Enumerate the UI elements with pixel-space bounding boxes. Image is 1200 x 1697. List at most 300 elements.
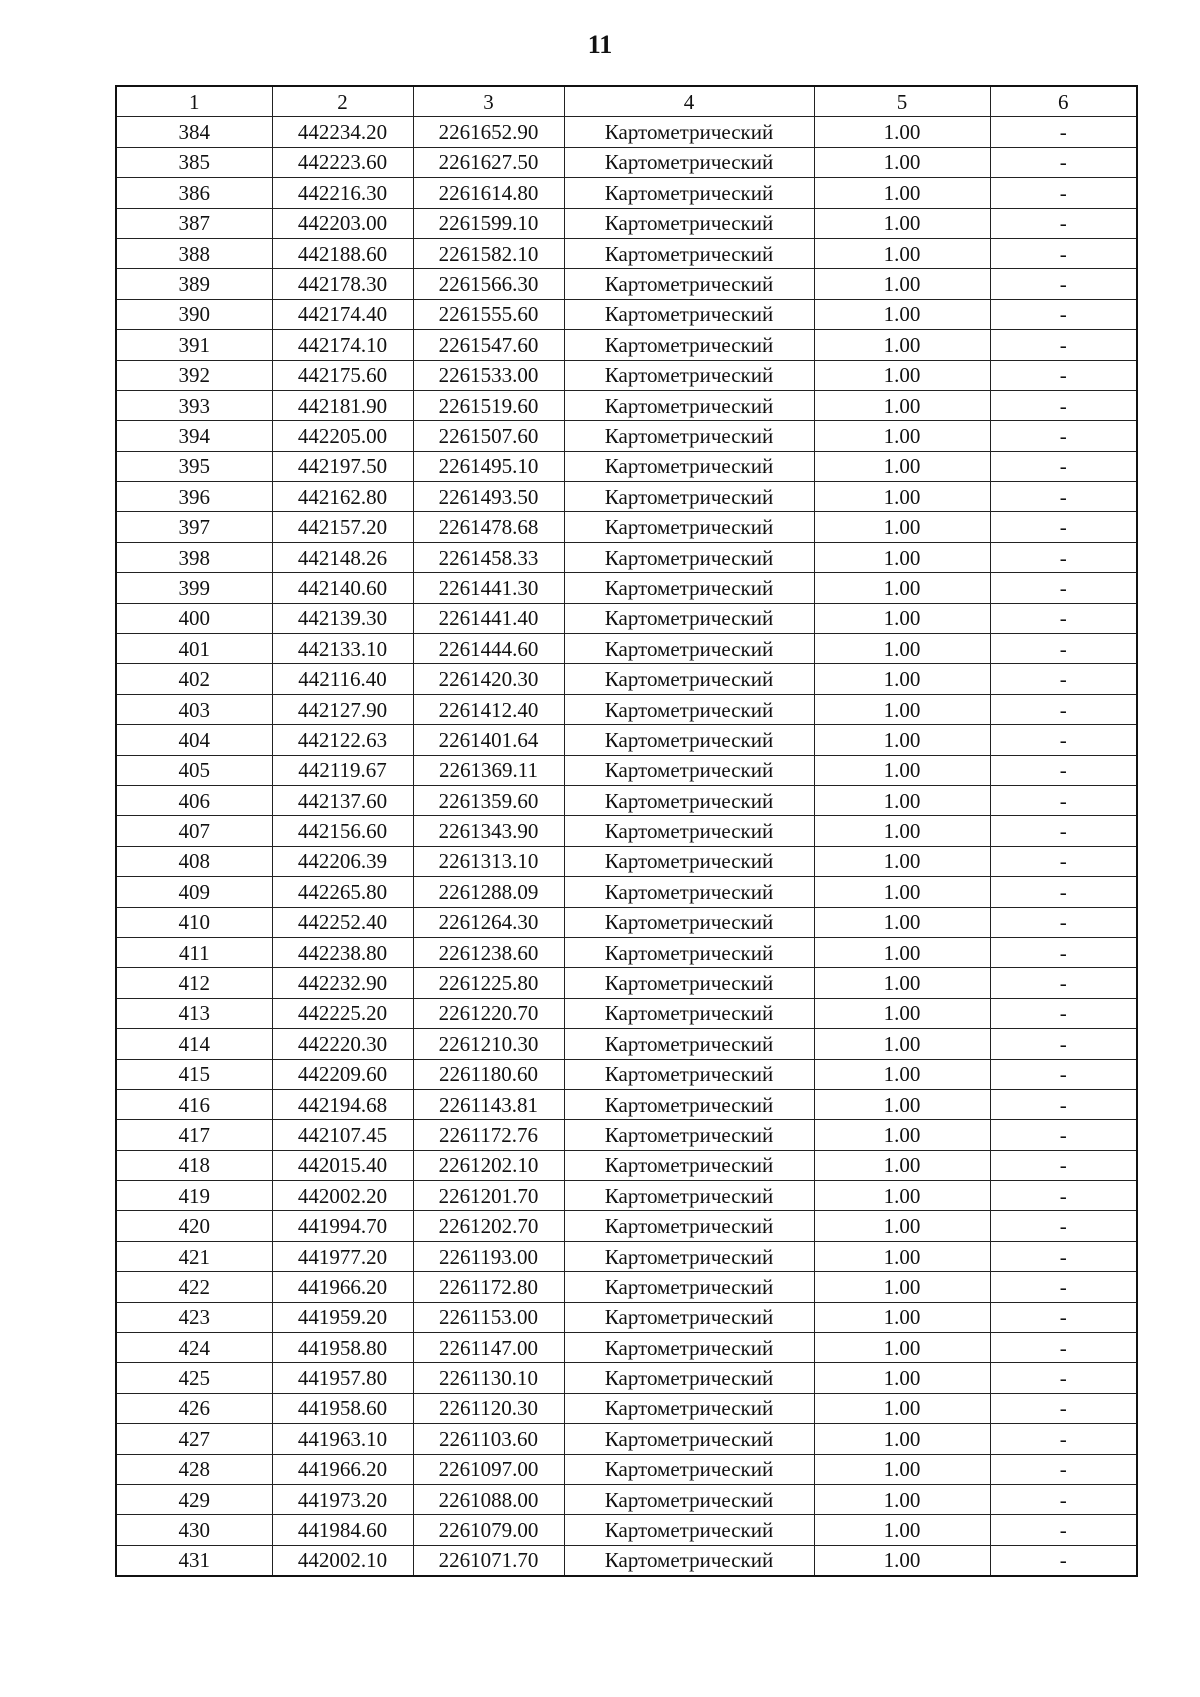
method-cell: Картометрический (564, 877, 814, 907)
table-row (116, 1515, 1137, 1545)
accuracy-cell: 1.00 (814, 573, 990, 603)
table-row (116, 238, 1137, 268)
x-coordinate-cell: 442206.39 (272, 846, 413, 876)
x-coordinate-cell: 442127.90 (272, 694, 413, 724)
description-cell: - (990, 603, 1137, 633)
table-row (116, 603, 1137, 633)
table-row (116, 634, 1137, 664)
point-number-cell: 409 (116, 877, 272, 907)
point-number-cell: 400 (116, 603, 272, 633)
method-cell: Картометрический (564, 694, 814, 724)
column-header: 2 (272, 86, 413, 117)
point-number-cell: 413 (116, 998, 272, 1028)
table-row (116, 360, 1137, 390)
x-coordinate-cell: 442140.60 (272, 573, 413, 603)
x-coordinate-cell: 442194.68 (272, 1089, 413, 1119)
description-cell: - (990, 208, 1137, 238)
point-number-cell: 416 (116, 1089, 272, 1119)
accuracy-cell: 1.00 (814, 208, 990, 238)
point-number-cell: 421 (116, 1241, 272, 1271)
description-cell: - (990, 937, 1137, 967)
point-number-cell: 425 (116, 1363, 272, 1393)
accuracy-cell: 1.00 (814, 998, 990, 1028)
x-coordinate-cell: 442002.20 (272, 1181, 413, 1211)
y-coordinate-cell: 2261420.30 (413, 664, 564, 694)
description-cell: - (990, 1059, 1137, 1089)
x-coordinate-cell: 442116.40 (272, 664, 413, 694)
y-coordinate-cell: 2261507.60 (413, 421, 564, 451)
method-cell: Картометрический (564, 1272, 814, 1302)
column-header: 4 (564, 86, 814, 117)
y-coordinate-cell: 2261238.60 (413, 937, 564, 967)
method-cell: Картометрический (564, 907, 814, 937)
method-cell: Картометрический (564, 330, 814, 360)
method-cell: Картометрический (564, 1181, 814, 1211)
description-cell: - (990, 1363, 1137, 1393)
method-cell: Картометрический (564, 785, 814, 815)
y-coordinate-cell: 2261493.50 (413, 482, 564, 512)
table-row (116, 1150, 1137, 1180)
column-header: 1 (116, 86, 272, 117)
point-number-cell: 395 (116, 451, 272, 481)
table-row (116, 147, 1137, 177)
accuracy-cell: 1.00 (814, 664, 990, 694)
accuracy-cell: 1.00 (814, 1484, 990, 1514)
table-row (116, 785, 1137, 815)
accuracy-cell: 1.00 (814, 968, 990, 998)
table-row (116, 1363, 1137, 1393)
method-cell: Картометрический (564, 299, 814, 329)
table-row (116, 451, 1137, 481)
description-cell: - (990, 634, 1137, 664)
point-number-cell: 423 (116, 1302, 272, 1332)
y-coordinate-cell: 2261359.60 (413, 785, 564, 815)
table-row (116, 968, 1137, 998)
description-cell: - (990, 330, 1137, 360)
table-row (116, 998, 1137, 1028)
table-row (116, 1089, 1137, 1119)
point-number-cell: 385 (116, 147, 272, 177)
table-row (116, 1424, 1137, 1454)
table-row (116, 1059, 1137, 1089)
point-number-cell: 402 (116, 664, 272, 694)
method-cell: Картометрический (564, 512, 814, 542)
description-cell: - (990, 1181, 1137, 1211)
point-number-cell: 401 (116, 634, 272, 664)
method-cell: Картометрический (564, 178, 814, 208)
description-cell: - (990, 512, 1137, 542)
x-coordinate-cell: 442203.00 (272, 208, 413, 238)
accuracy-cell: 1.00 (814, 1089, 990, 1119)
table-body (116, 117, 1137, 1576)
accuracy-cell: 1.00 (814, 1181, 990, 1211)
description-cell: - (990, 1515, 1137, 1545)
table-row (116, 299, 1137, 329)
accuracy-cell: 1.00 (814, 1454, 990, 1484)
method-cell: Картометрический (564, 968, 814, 998)
point-number-cell: 418 (116, 1150, 272, 1180)
accuracy-cell: 1.00 (814, 299, 990, 329)
table-row (116, 542, 1137, 572)
table-row (116, 907, 1137, 937)
method-cell: Картометрический (564, 1333, 814, 1363)
accuracy-cell: 1.00 (814, 1545, 990, 1576)
method-cell: Картометрический (564, 1515, 814, 1545)
method-cell: Картометрический (564, 208, 814, 238)
accuracy-cell: 1.00 (814, 1302, 990, 1332)
x-coordinate-cell: 442223.60 (272, 147, 413, 177)
x-coordinate-cell: 441958.60 (272, 1393, 413, 1423)
description-cell: - (990, 299, 1137, 329)
description-cell: - (990, 816, 1137, 846)
point-number-cell: 388 (116, 238, 272, 268)
x-coordinate-cell: 442002.10 (272, 1545, 413, 1576)
table-row (116, 330, 1137, 360)
y-coordinate-cell: 2261495.10 (413, 451, 564, 481)
y-coordinate-cell: 2261458.33 (413, 542, 564, 572)
description-cell: - (990, 1302, 1137, 1332)
x-coordinate-cell: 441994.70 (272, 1211, 413, 1241)
point-number-cell: 408 (116, 846, 272, 876)
x-coordinate-cell: 442122.63 (272, 725, 413, 755)
point-number-cell: 399 (116, 573, 272, 603)
description-cell: - (990, 846, 1137, 876)
y-coordinate-cell: 2261193.00 (413, 1241, 564, 1271)
table-row (116, 694, 1137, 724)
x-coordinate-cell: 441984.60 (272, 1515, 413, 1545)
y-coordinate-cell: 2261210.30 (413, 1029, 564, 1059)
accuracy-cell: 1.00 (814, 269, 990, 299)
point-number-cell: 415 (116, 1059, 272, 1089)
x-coordinate-cell: 441957.80 (272, 1363, 413, 1393)
method-cell: Картометрический (564, 1029, 814, 1059)
description-cell: - (990, 785, 1137, 815)
y-coordinate-cell: 2261401.64 (413, 725, 564, 755)
method-cell: Картометрический (564, 664, 814, 694)
point-number-cell: 390 (116, 299, 272, 329)
y-coordinate-cell: 2261225.80 (413, 968, 564, 998)
description-cell: - (990, 877, 1137, 907)
accuracy-cell: 1.00 (814, 1515, 990, 1545)
accuracy-cell: 1.00 (814, 117, 990, 147)
table-row (116, 1393, 1137, 1423)
x-coordinate-cell: 442232.90 (272, 968, 413, 998)
method-cell: Картометрический (564, 1089, 814, 1119)
point-number-cell: 403 (116, 694, 272, 724)
y-coordinate-cell: 2261180.60 (413, 1059, 564, 1089)
description-cell: - (990, 755, 1137, 785)
point-number-cell: 429 (116, 1484, 272, 1514)
x-coordinate-cell: 442216.30 (272, 178, 413, 208)
table-row (116, 512, 1137, 542)
table-row (116, 846, 1137, 876)
page-number: 11 (587, 30, 613, 59)
method-cell: Картометрический (564, 390, 814, 420)
y-coordinate-cell: 2261444.60 (413, 634, 564, 664)
description-cell: - (990, 542, 1137, 572)
accuracy-cell: 1.00 (814, 512, 990, 542)
table-row (116, 816, 1137, 846)
description-cell: - (990, 117, 1137, 147)
method-cell: Картометрический (564, 1454, 814, 1484)
y-coordinate-cell: 2261264.30 (413, 907, 564, 937)
accuracy-cell: 1.00 (814, 694, 990, 724)
table-row (116, 1181, 1137, 1211)
accuracy-cell: 1.00 (814, 1241, 990, 1271)
method-cell: Картометрический (564, 1302, 814, 1332)
table-row (116, 269, 1137, 299)
accuracy-cell: 1.00 (814, 785, 990, 815)
x-coordinate-cell: 441966.20 (272, 1272, 413, 1302)
method-cell: Картометрический (564, 542, 814, 572)
accuracy-cell: 1.00 (814, 1272, 990, 1302)
method-cell: Картометрический (564, 269, 814, 299)
description-cell: - (990, 725, 1137, 755)
accuracy-cell: 1.00 (814, 1211, 990, 1241)
accuracy-cell: 1.00 (814, 603, 990, 633)
x-coordinate-cell: 442175.60 (272, 360, 413, 390)
y-coordinate-cell: 2261441.40 (413, 603, 564, 633)
table-row (116, 877, 1137, 907)
method-cell: Картометрический (564, 360, 814, 390)
y-coordinate-cell: 2261079.00 (413, 1515, 564, 1545)
column-header: 5 (814, 86, 990, 117)
y-coordinate-cell: 2261533.00 (413, 360, 564, 390)
accuracy-cell: 1.00 (814, 1150, 990, 1180)
y-coordinate-cell: 2261343.90 (413, 816, 564, 846)
accuracy-cell: 1.00 (814, 937, 990, 967)
method-cell: Картометрический (564, 846, 814, 876)
y-coordinate-cell: 2261313.10 (413, 846, 564, 876)
y-coordinate-cell: 2261599.10 (413, 208, 564, 238)
y-coordinate-cell: 2261441.30 (413, 573, 564, 603)
description-cell: - (990, 1393, 1137, 1423)
y-coordinate-cell: 2261097.00 (413, 1454, 564, 1484)
x-coordinate-cell: 442139.30 (272, 603, 413, 633)
coordinates-table (115, 85, 1138, 1577)
method-cell: Картометрический (564, 603, 814, 633)
method-cell: Картометрический (564, 634, 814, 664)
x-coordinate-cell: 441959.20 (272, 1302, 413, 1332)
y-coordinate-cell: 2261652.90 (413, 117, 564, 147)
point-number-cell: 394 (116, 421, 272, 451)
point-number-cell: 419 (116, 1181, 272, 1211)
y-coordinate-cell: 2261547.60 (413, 330, 564, 360)
y-coordinate-cell: 2261202.10 (413, 1150, 564, 1180)
description-cell: - (990, 1454, 1137, 1484)
table-row (116, 178, 1137, 208)
point-number-cell: 420 (116, 1211, 272, 1241)
column-header: 6 (990, 86, 1137, 117)
table-row (116, 1241, 1137, 1271)
description-cell: - (990, 238, 1137, 268)
x-coordinate-cell: 442133.10 (272, 634, 413, 664)
accuracy-cell: 1.00 (814, 360, 990, 390)
accuracy-cell: 1.00 (814, 634, 990, 664)
point-number-cell: 391 (116, 330, 272, 360)
accuracy-cell: 1.00 (814, 238, 990, 268)
accuracy-cell: 1.00 (814, 178, 990, 208)
accuracy-cell: 1.00 (814, 1393, 990, 1423)
point-number-cell: 396 (116, 482, 272, 512)
method-cell: Картометрический (564, 147, 814, 177)
method-cell: Картометрический (564, 1241, 814, 1271)
table-row (116, 1302, 1137, 1332)
point-number-cell: 410 (116, 907, 272, 937)
description-cell: - (990, 694, 1137, 724)
point-number-cell: 424 (116, 1333, 272, 1363)
y-coordinate-cell: 2261412.40 (413, 694, 564, 724)
method-cell: Картометрический (564, 117, 814, 147)
method-cell: Картометрический (564, 725, 814, 755)
point-number-cell: 386 (116, 178, 272, 208)
description-cell: - (990, 1241, 1137, 1271)
description-cell: - (990, 968, 1137, 998)
method-cell: Картометрический (564, 238, 814, 268)
description-cell: - (990, 482, 1137, 512)
method-cell: Картометрический (564, 998, 814, 1028)
table-row (116, 117, 1137, 147)
x-coordinate-cell: 441958.80 (272, 1333, 413, 1363)
accuracy-cell: 1.00 (814, 816, 990, 846)
x-coordinate-cell: 442174.40 (272, 299, 413, 329)
x-coordinate-cell: 442234.20 (272, 117, 413, 147)
x-coordinate-cell: 441973.20 (272, 1484, 413, 1514)
accuracy-cell: 1.00 (814, 1029, 990, 1059)
table-row (116, 390, 1137, 420)
description-cell: - (990, 147, 1137, 177)
x-coordinate-cell: 442265.80 (272, 877, 413, 907)
method-cell: Картометрический (564, 1545, 814, 1576)
method-cell: Картометрический (564, 451, 814, 481)
accuracy-cell: 1.00 (814, 482, 990, 512)
y-coordinate-cell: 2261627.50 (413, 147, 564, 177)
accuracy-cell: 1.00 (814, 725, 990, 755)
point-number-cell: 389 (116, 269, 272, 299)
x-coordinate-cell: 442137.60 (272, 785, 413, 815)
accuracy-cell: 1.00 (814, 542, 990, 572)
description-cell: - (990, 573, 1137, 603)
method-cell: Картометрический (564, 755, 814, 785)
point-number-cell: 412 (116, 968, 272, 998)
table-row (116, 208, 1137, 238)
table-row (116, 1454, 1137, 1484)
y-coordinate-cell: 2261566.30 (413, 269, 564, 299)
point-number-cell: 398 (116, 542, 272, 572)
x-coordinate-cell: 442156.60 (272, 816, 413, 846)
description-cell: - (990, 178, 1137, 208)
y-coordinate-cell: 2261202.70 (413, 1211, 564, 1241)
y-coordinate-cell: 2261555.60 (413, 299, 564, 329)
table-row (116, 1333, 1137, 1363)
y-coordinate-cell: 2261288.09 (413, 877, 564, 907)
y-coordinate-cell: 2261153.00 (413, 1302, 564, 1332)
point-number-cell: 428 (116, 1454, 272, 1484)
method-cell: Картометрический (564, 1363, 814, 1393)
point-number-cell: 397 (116, 512, 272, 542)
table-row (116, 1272, 1137, 1302)
point-number-cell: 431 (116, 1545, 272, 1576)
x-coordinate-cell: 442181.90 (272, 390, 413, 420)
method-cell: Картометрический (564, 937, 814, 967)
header-row (116, 86, 1137, 117)
method-cell: Картометрический (564, 1059, 814, 1089)
y-coordinate-cell: 2261582.10 (413, 238, 564, 268)
y-coordinate-cell: 2261147.00 (413, 1333, 564, 1363)
y-coordinate-cell: 2261519.60 (413, 390, 564, 420)
y-coordinate-cell: 2261071.70 (413, 1545, 564, 1576)
method-cell: Картометрический (564, 1211, 814, 1241)
accuracy-cell: 1.00 (814, 1363, 990, 1393)
accuracy-cell: 1.00 (814, 451, 990, 481)
description-cell: - (990, 664, 1137, 694)
x-coordinate-cell: 442238.80 (272, 937, 413, 967)
x-coordinate-cell: 442157.20 (272, 512, 413, 542)
point-number-cell: 422 (116, 1272, 272, 1302)
point-number-cell: 392 (116, 360, 272, 390)
table-row (116, 664, 1137, 694)
table-row (116, 1545, 1137, 1576)
point-number-cell: 406 (116, 785, 272, 815)
accuracy-cell: 1.00 (814, 877, 990, 907)
point-number-cell: 411 (116, 937, 272, 967)
x-coordinate-cell: 442174.10 (272, 330, 413, 360)
y-coordinate-cell: 2261369.11 (413, 755, 564, 785)
method-cell: Картометрический (564, 1120, 814, 1150)
y-coordinate-cell: 2261088.00 (413, 1484, 564, 1514)
y-coordinate-cell: 2261478.68 (413, 512, 564, 542)
table-row (116, 755, 1137, 785)
description-cell: - (990, 1424, 1137, 1454)
method-cell: Картометрический (564, 1424, 814, 1454)
y-coordinate-cell: 2261130.10 (413, 1363, 564, 1393)
method-cell: Картометрический (564, 573, 814, 603)
x-coordinate-cell: 441966.20 (272, 1454, 413, 1484)
x-coordinate-cell: 442220.30 (272, 1029, 413, 1059)
y-coordinate-cell: 2261614.80 (413, 178, 564, 208)
y-coordinate-cell: 2261103.60 (413, 1424, 564, 1454)
accuracy-cell: 1.00 (814, 846, 990, 876)
description-cell: - (990, 1333, 1137, 1363)
x-coordinate-cell: 442197.50 (272, 451, 413, 481)
description-cell: - (990, 269, 1137, 299)
point-number-cell: 404 (116, 725, 272, 755)
table-row (116, 1029, 1137, 1059)
x-coordinate-cell: 441977.20 (272, 1241, 413, 1271)
x-coordinate-cell: 442107.45 (272, 1120, 413, 1150)
table-row (116, 1211, 1137, 1241)
description-cell: - (990, 998, 1137, 1028)
table-header (116, 86, 1137, 117)
description-cell: - (990, 421, 1137, 451)
point-number-cell: 384 (116, 117, 272, 147)
point-number-cell: 417 (116, 1120, 272, 1150)
x-coordinate-cell: 442148.26 (272, 542, 413, 572)
accuracy-cell: 1.00 (814, 390, 990, 420)
point-number-cell: 393 (116, 390, 272, 420)
description-cell: - (990, 1029, 1137, 1059)
y-coordinate-cell: 2261120.30 (413, 1393, 564, 1423)
x-coordinate-cell: 442205.00 (272, 421, 413, 451)
accuracy-cell: 1.00 (814, 421, 990, 451)
y-coordinate-cell: 2261220.70 (413, 998, 564, 1028)
x-coordinate-cell: 442162.80 (272, 482, 413, 512)
point-number-cell: 430 (116, 1515, 272, 1545)
description-cell: - (990, 1272, 1137, 1302)
point-number-cell: 426 (116, 1393, 272, 1423)
accuracy-cell: 1.00 (814, 1333, 990, 1363)
y-coordinate-cell: 2261201.70 (413, 1181, 564, 1211)
